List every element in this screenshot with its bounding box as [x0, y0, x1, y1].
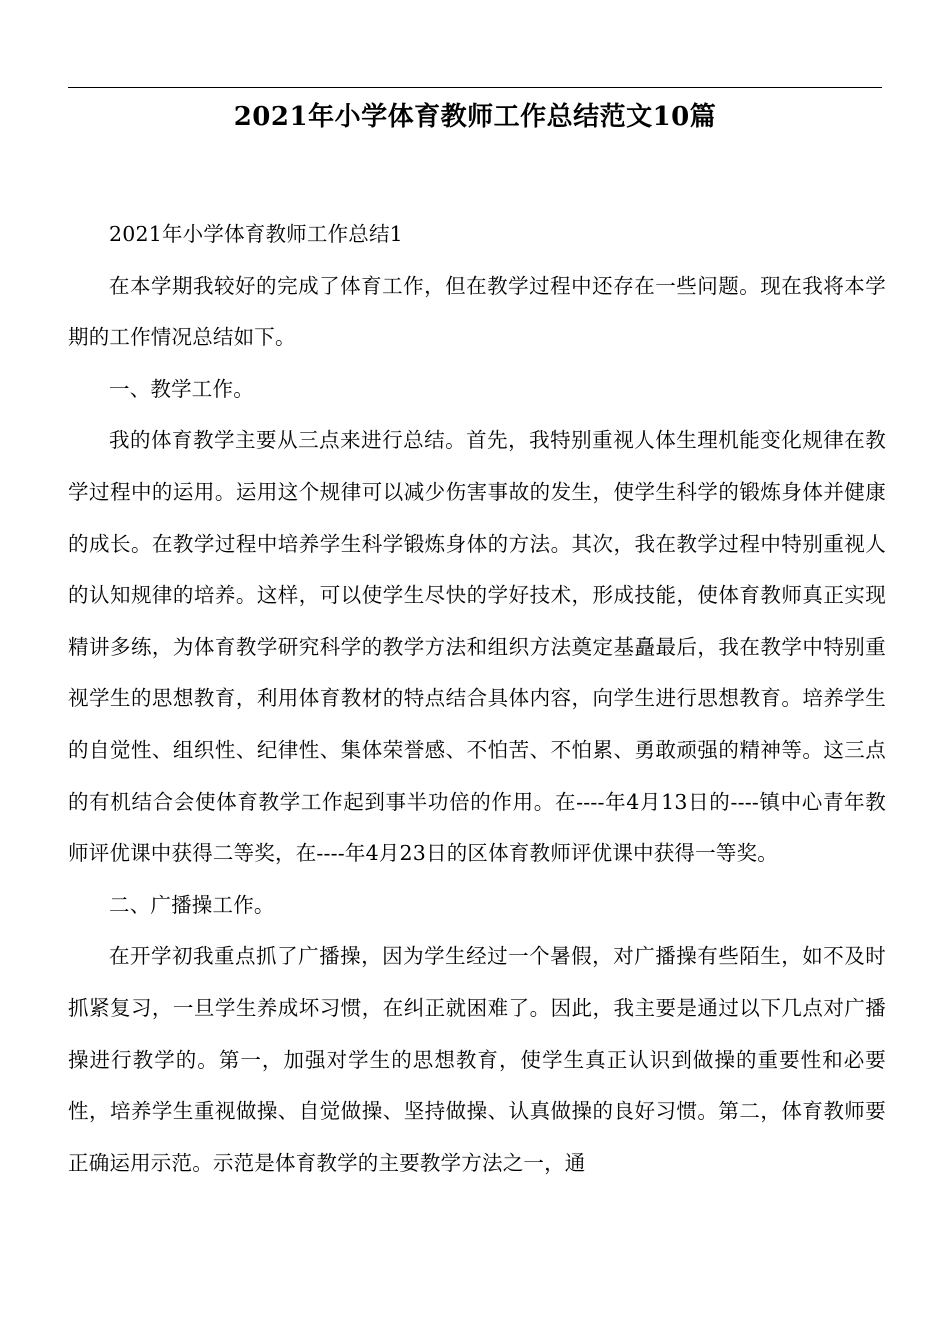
- document-title: 2021年小学体育教师工作总结范文10篇: [233, 102, 717, 132]
- header-rule: [68, 87, 882, 88]
- paragraph-broadcast-exercise: 在开学初我重点抓了广播操，因为学生经过一个暑假，对广播操有些陌生，如不及时抓紧复习，一旦学生养成坏习惯，在纠正就困难了。因此，我主要是通过以下几点对广播操进行教学的。第一，加强对学生的思想教育，使学生真正认识到做操的重要性和必要性，培养学生重视做操、自觉做操、坚持做操、认真做操的良好习惯。第二，体育教师要正确运用示范。示范是体育教学的主要教学方法之一，通: [68, 944, 886, 1175]
- paragraph-intro: 在本学期我较好的完成了体育工作，但在教学过程中还存在一些问题。现在我将本学期的工作情况总结如下。: [68, 273, 886, 350]
- section-heading-broadcast-exercise: 二、广播操工作。: [109, 892, 275, 917]
- paragraph-teaching: 我的体育教学主要从三点来进行总结。首先，我特别重视人体生理机能变化规律在教学过程中的运用。运用这个规律可以减少伤害事故的发生，使学生科学的锻炼身体并健康的成长。在教学过程中培养学生科学锻炼身体的方法。其次，我在教学过程中特别重视人的认知规律的培养。这样，可以使学生尽快的学好技术，形成技能，使体育教师真正实现精讲多练，为体育教学研究科学的教学方法和组织方法奠定基矗最后，我在教学中特别重视学生的思想教育，利用体育教材的特点结合具体内容，向学生进行思想教育。培养学生的自觉性、组织性、纪律性、集体荣誉感、不怕苦、不怕累、勇敢顽强的精神等。这三点的有机结合会使体育教学工作起到事半功倍的作用。在----年4月13日的----镇中心青年教师评优课中获得二等奖，在----年4月23日的区体育教师评优课中获得一等奖。: [68, 428, 886, 866]
- document-body: [68, 209, 886, 1189]
- section-heading-1: 2021年小学体育教师工作总结1: [109, 222, 403, 246]
- section-heading-teaching: 一、教学工作。: [109, 376, 254, 401]
